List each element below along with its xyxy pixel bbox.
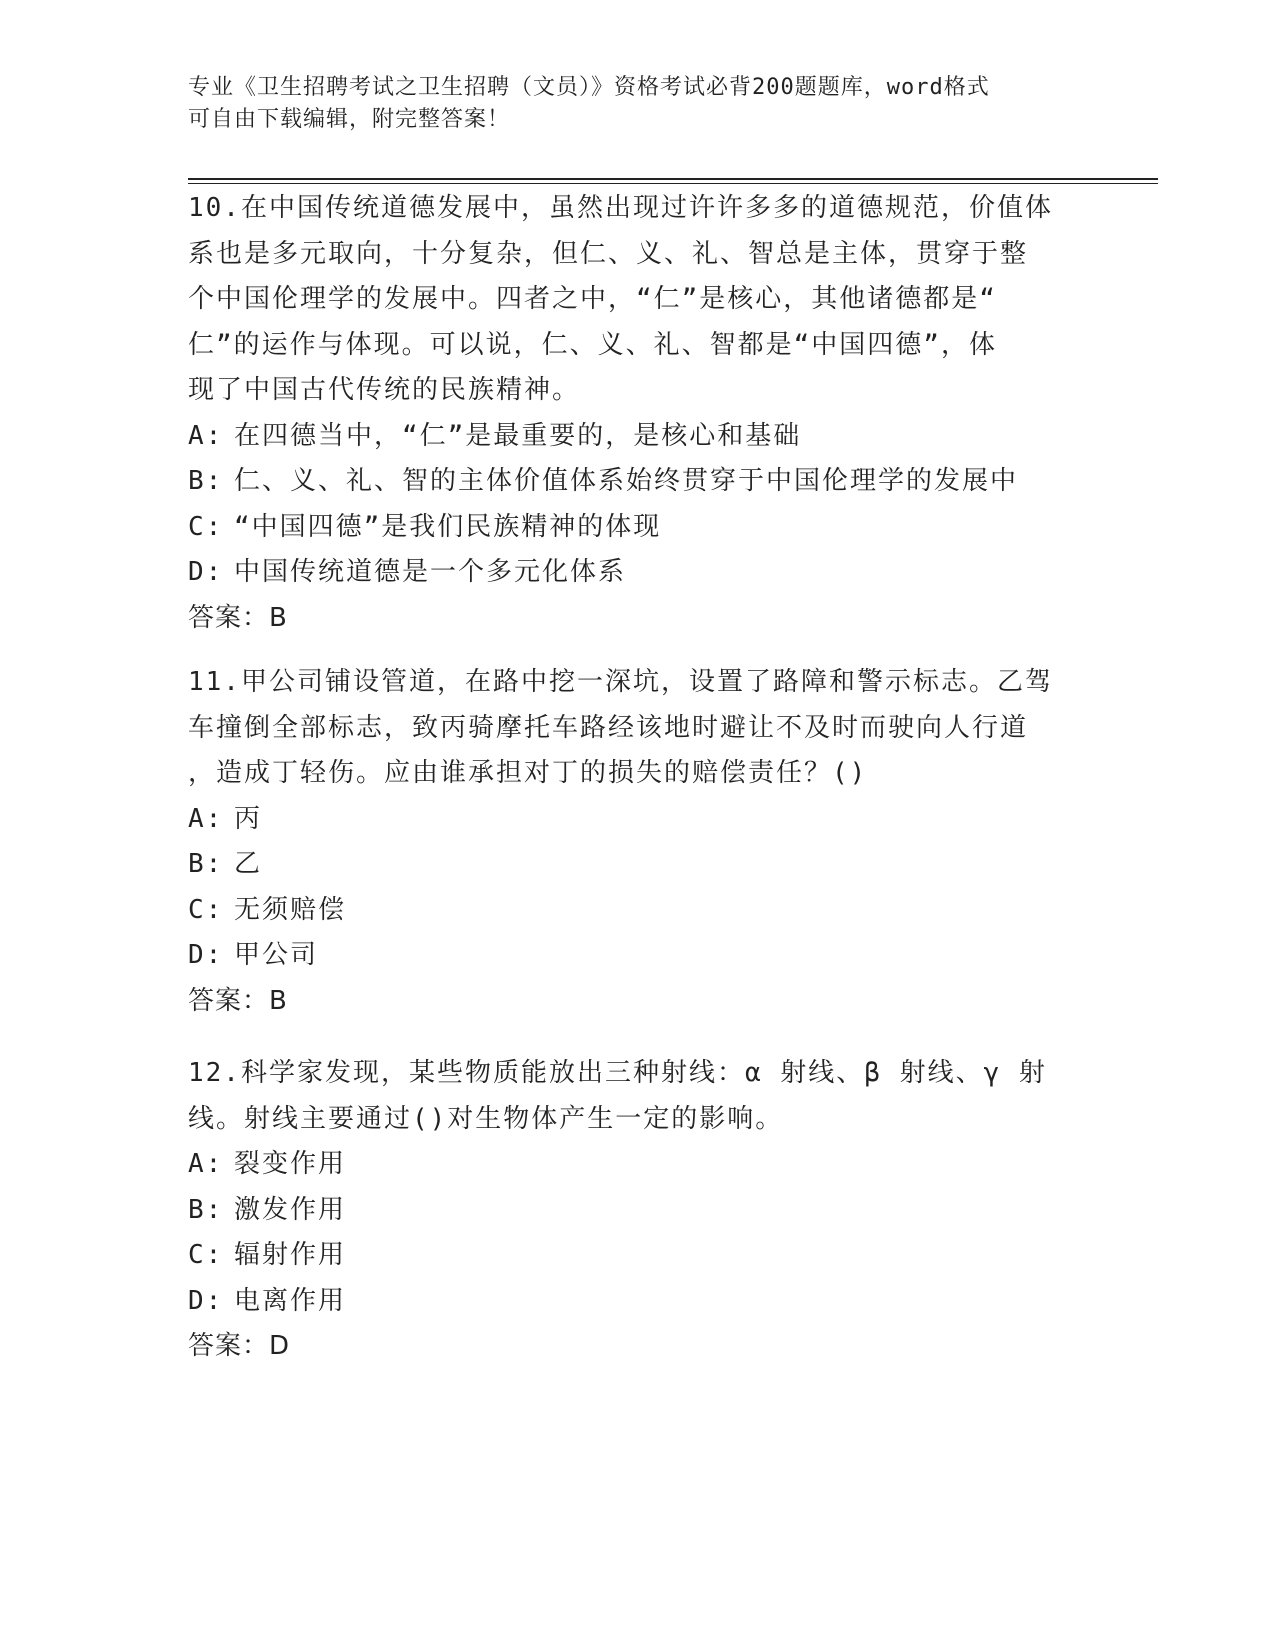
- option-d: [188, 550, 1088, 596]
- option-text: 中国传统道德是一个多元化体系: [234, 557, 627, 587]
- option-text: 裂变作用: [234, 1149, 347, 1179]
- option-c: [188, 505, 1088, 551]
- question-text-line: 11.甲公司铺设管道，在路中挖一深坑，设置了路障和警示标志。乙驾: [188, 667, 1053, 697]
- option-text: 甲公司: [234, 940, 319, 970]
- option-letter: B:: [188, 849, 224, 879]
- option-letter: C:: [188, 1240, 224, 1270]
- option-letter: B:: [188, 1194, 224, 1225]
- answer-label: 答案：D: [188, 1331, 291, 1361]
- option-letter: D:: [188, 940, 224, 970]
- header-divider: [188, 178, 1158, 180]
- option-c: [188, 1233, 1088, 1279]
- question-text-line: 12.科学家发现，某些物质能放出三种射线：α 射线、β 射线、γ 射: [188, 1058, 1047, 1088]
- option-b: [188, 459, 1088, 505]
- option-b: [188, 1188, 1088, 1234]
- option-letter: C:: [188, 511, 224, 542]
- option-letter: B:: [188, 466, 224, 496]
- option-b: [188, 842, 1088, 888]
- question-text-line: ，造成丁轻伤。应由谁承担对丁的损失的赔偿责任？(): [188, 758, 868, 788]
- answer-label: 答案：B: [188, 985, 288, 1016]
- question-11: [188, 660, 1088, 1024]
- question-10: [188, 186, 1088, 641]
- option-text: 无须赔偿: [234, 894, 347, 925]
- question-text-line: 仁”的运作与体现。可以说，仁、义、礼、智都是“中国四德”，体: [188, 329, 997, 360]
- option-letter: A:: [188, 803, 224, 834]
- header-divider-thin: [188, 183, 1158, 184]
- option-d: [188, 933, 1088, 979]
- answer-label: 答案：B: [188, 602, 288, 633]
- option-letter: D:: [188, 1285, 224, 1316]
- option-d: [188, 1279, 1088, 1325]
- option-letter: C:: [188, 894, 224, 925]
- header-line-2: 可自由下载编辑，附完整答案！: [188, 107, 511, 132]
- option-a: [188, 414, 1088, 460]
- option-text: 电离作用: [234, 1285, 347, 1316]
- option-a: [188, 1142, 1088, 1188]
- option-letter: D:: [188, 557, 224, 587]
- option-text: “中国四德”是我们民族精神的体现: [234, 511, 662, 542]
- option-letter: A:: [188, 420, 224, 451]
- option-text: 乙: [234, 849, 263, 879]
- option-c: [188, 888, 1088, 934]
- question-text-line: 系也是多元取向，十分复杂，但仁、义、礼、智总是主体，贯穿于整: [188, 238, 1029, 269]
- option-letter: A:: [188, 1149, 224, 1179]
- question-text-line: 个中国伦理学的发展中。四者之中，“仁”是核心，其他诸德都是“: [188, 284, 997, 314]
- option-text: 辐射作用: [234, 1240, 347, 1270]
- option-a: [188, 797, 1088, 843]
- document-header: [188, 72, 1088, 136]
- question-text-line: 现了中国古代传统的民族精神。: [188, 375, 581, 405]
- question-text-line: 车撞倒全部标志，致丙骑摩托车路经该地时避让不及时而驶向人行道: [188, 712, 1029, 743]
- question-text-line: 线。射线主要通过()对生物体产生一定的影响。: [188, 1103, 784, 1134]
- option-text: 仁、义、礼、智的主体价值体系始终贯穿于中国伦理学的发展中: [234, 466, 1019, 496]
- question-12: [188, 1051, 1088, 1370]
- question-text-line: 10.在中国传统道德发展中，虽然出现过许许多多的道德规范，价值体: [188, 193, 1053, 223]
- header-line-1: 专业《卫生招聘考试之卫生招聘（文员）》资格考试必背200题题库，word格式: [188, 75, 990, 100]
- option-text: 丙: [234, 803, 263, 834]
- option-text: 激发作用: [234, 1194, 347, 1225]
- option-text: 在四德当中，“仁”是最重要的，是核心和基础: [234, 420, 802, 451]
